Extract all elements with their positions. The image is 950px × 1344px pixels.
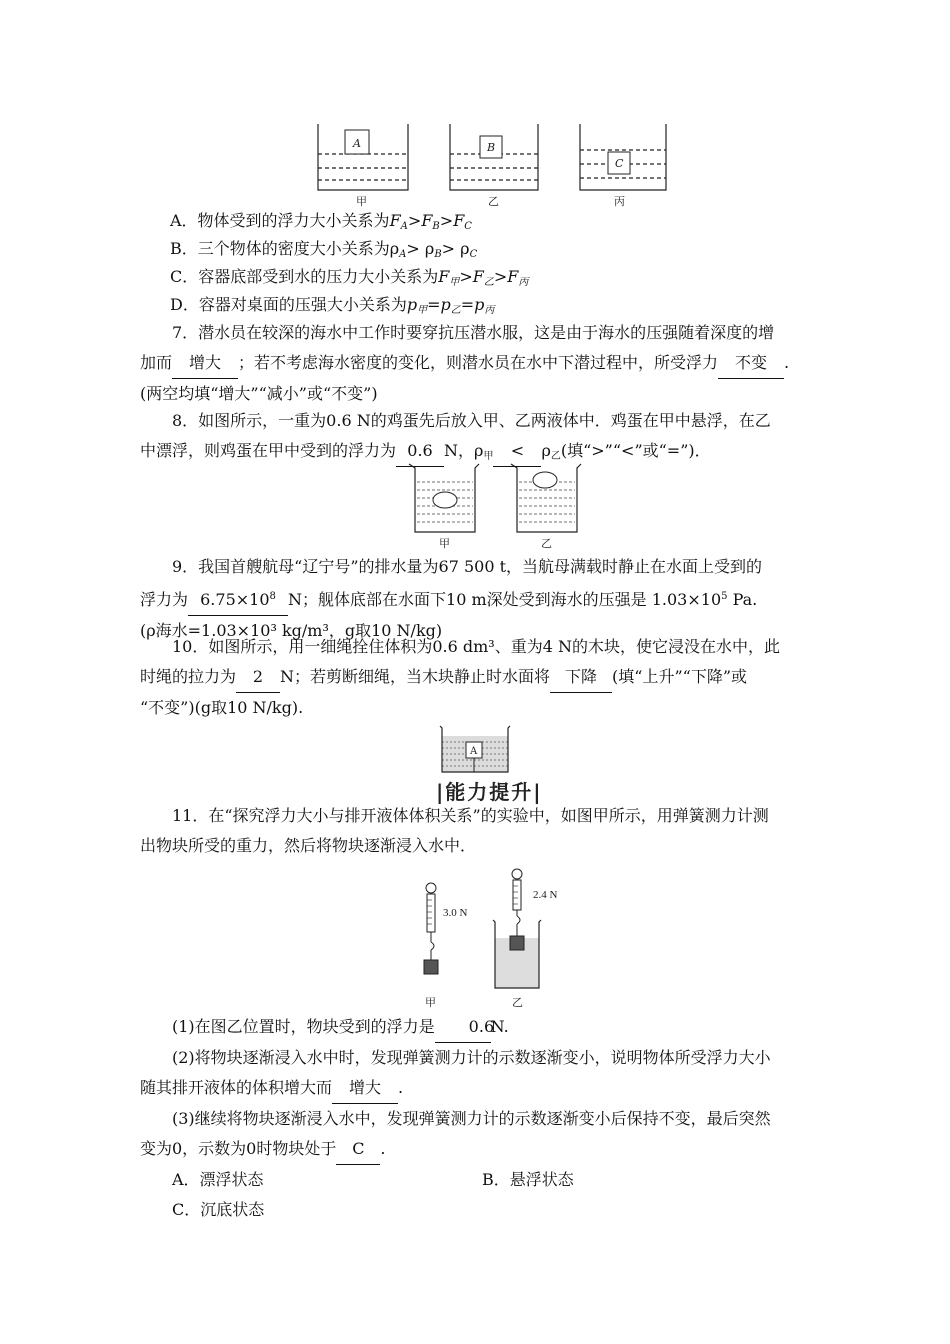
reading-jia: 3.0 N xyxy=(443,907,468,919)
question-8: 8．如图所示，一重为0.6 N的鸡蛋先后放入甲、乙两液体中．鸡蛋在甲中悬浮，在乙 中漂浮，则鸡蛋在甲中受到的浮力为 0.6 N，$\rho_甲 < \rho_乙$(填“>”“<”或“=”)． xyxy=(140,406,820,472)
q9-answer-1: $6.75\times 10^8$ xyxy=(188,582,288,616)
q8-answer-2: < xyxy=(493,436,541,467)
caption-bing: 丙 xyxy=(614,195,625,208)
block-a-label: A xyxy=(353,137,361,150)
egg-floating xyxy=(533,472,557,488)
q11-option-c: C．沉底状态 xyxy=(172,1200,265,1219)
block-c-label: C xyxy=(615,157,624,170)
question-10: 10．如图所示，用一细绳拴住体积为0.6 dm³、重为4 N的木块，使它浸没在水中，此 时绳的拉力为 2 N；若剪断细绳，当木块静止时水面将 下降 (填“上升”“下降”或 “不变”)(g取10 N/kg). xyxy=(140,637,780,717)
question-7: 7．潜水员在较深的海水中工作时要穿抗压潜水服，这是由于海水的压强随着深度的增 加而 增大 ；若不考虑海水密度的变化，则潜水员在水中下潜过程中，所受浮力 不变 . (两空均填“增大”“减小”或“不变”) xyxy=(140,323,790,403)
block-b-label: B xyxy=(487,141,496,154)
caption-jia: 甲 xyxy=(356,195,367,208)
weight-block-yi xyxy=(510,936,524,950)
weight-block-jia xyxy=(424,960,438,974)
section-banner: |能力提升| xyxy=(436,780,543,804)
q10-answer-1: 2 xyxy=(236,662,280,693)
q11-option-b: B．悬浮状态 xyxy=(482,1170,574,1189)
caption-jia: 甲 xyxy=(439,537,450,550)
question-11: 11．在“探究浮力大小与排开液体体积关系”的实验中，如图甲所示，用弹簧测力计测 出物块所受的重力，然后将物块逐渐浸入水中． xyxy=(140,806,769,855)
q7-answer-1: 增大 xyxy=(172,348,238,379)
q9-answer-2: $1.03\times 10^5$ xyxy=(651,590,728,609)
reading-yi: 2.4 N xyxy=(533,889,558,901)
caption-jia: 甲 xyxy=(425,996,436,1008)
question-11-parts: (1)在图乙位置时，物块受到的浮力是 0.6N. (2)将物块逐渐浸入水中时，发现弹簧测力计的示数逐渐变小，说明物体所受浮力大小 随其排开液体的体积增大而 增大 . (3)继续将物块逐渐浸入水中，发现弹簧测力计的示数逐渐变小后保持不变，最后突然 变为0，示数为0时物块处于 C . A．漂浮状态 B．悬浮状态 C．沉底状态 xyxy=(140,1012,820,1225)
three-tanks-figure xyxy=(310,120,690,210)
egg-suspended xyxy=(433,492,457,508)
caption-yi: 乙 xyxy=(488,195,499,208)
q8-answer-1: 0.6 xyxy=(396,436,444,467)
caption-yi: 乙 xyxy=(512,996,523,1008)
tied-block-figure xyxy=(436,724,516,776)
option-c: C．容器底部受到水的压力大小关系为$F_甲>F_乙>F_丙$ xyxy=(170,267,529,288)
q11-answer-2: 增大 xyxy=(332,1073,398,1104)
q10-answer-2: 下降 xyxy=(550,662,612,693)
q11-option-a: A．漂浮状态 xyxy=(172,1170,264,1189)
q11-answer-1: 0.6 xyxy=(435,1012,491,1043)
spring-scale-yi xyxy=(512,869,522,924)
question-9: 9．我国首艘航母“辽宁号”的排水量为67 500 t，当航母满载时静止在水面上受到的 浮力为 $6.75\times 10^8$ N；舰体底部在水面下10 m深处受到海水的压强是 $1.03\times 10^5$ Pa. (ρ海水=1.03×10³ kg/m³，g取10 N/kg) xyxy=(140,557,763,640)
spring-scale-figure xyxy=(405,868,605,1008)
option-d: D．容器对桌面的压强大小关系为$p_甲=p_乙=p_丙$ xyxy=(170,295,495,316)
option-a: A．物体受到的浮力大小关系为$F_A>F_B>F_C$ xyxy=(170,211,472,232)
spring-scale-jia xyxy=(426,883,436,950)
q7-answer-2: 不变 xyxy=(718,348,784,379)
caption-yi: 乙 xyxy=(541,537,552,550)
q11-answer-3: C xyxy=(336,1134,380,1165)
option-b: B．三个物体的密度大小关系为$\rho_A> \rho_B> \rho_C$ xyxy=(170,239,478,260)
egg-beakers-figure xyxy=(405,460,585,550)
wood-block-label: A xyxy=(470,746,478,757)
